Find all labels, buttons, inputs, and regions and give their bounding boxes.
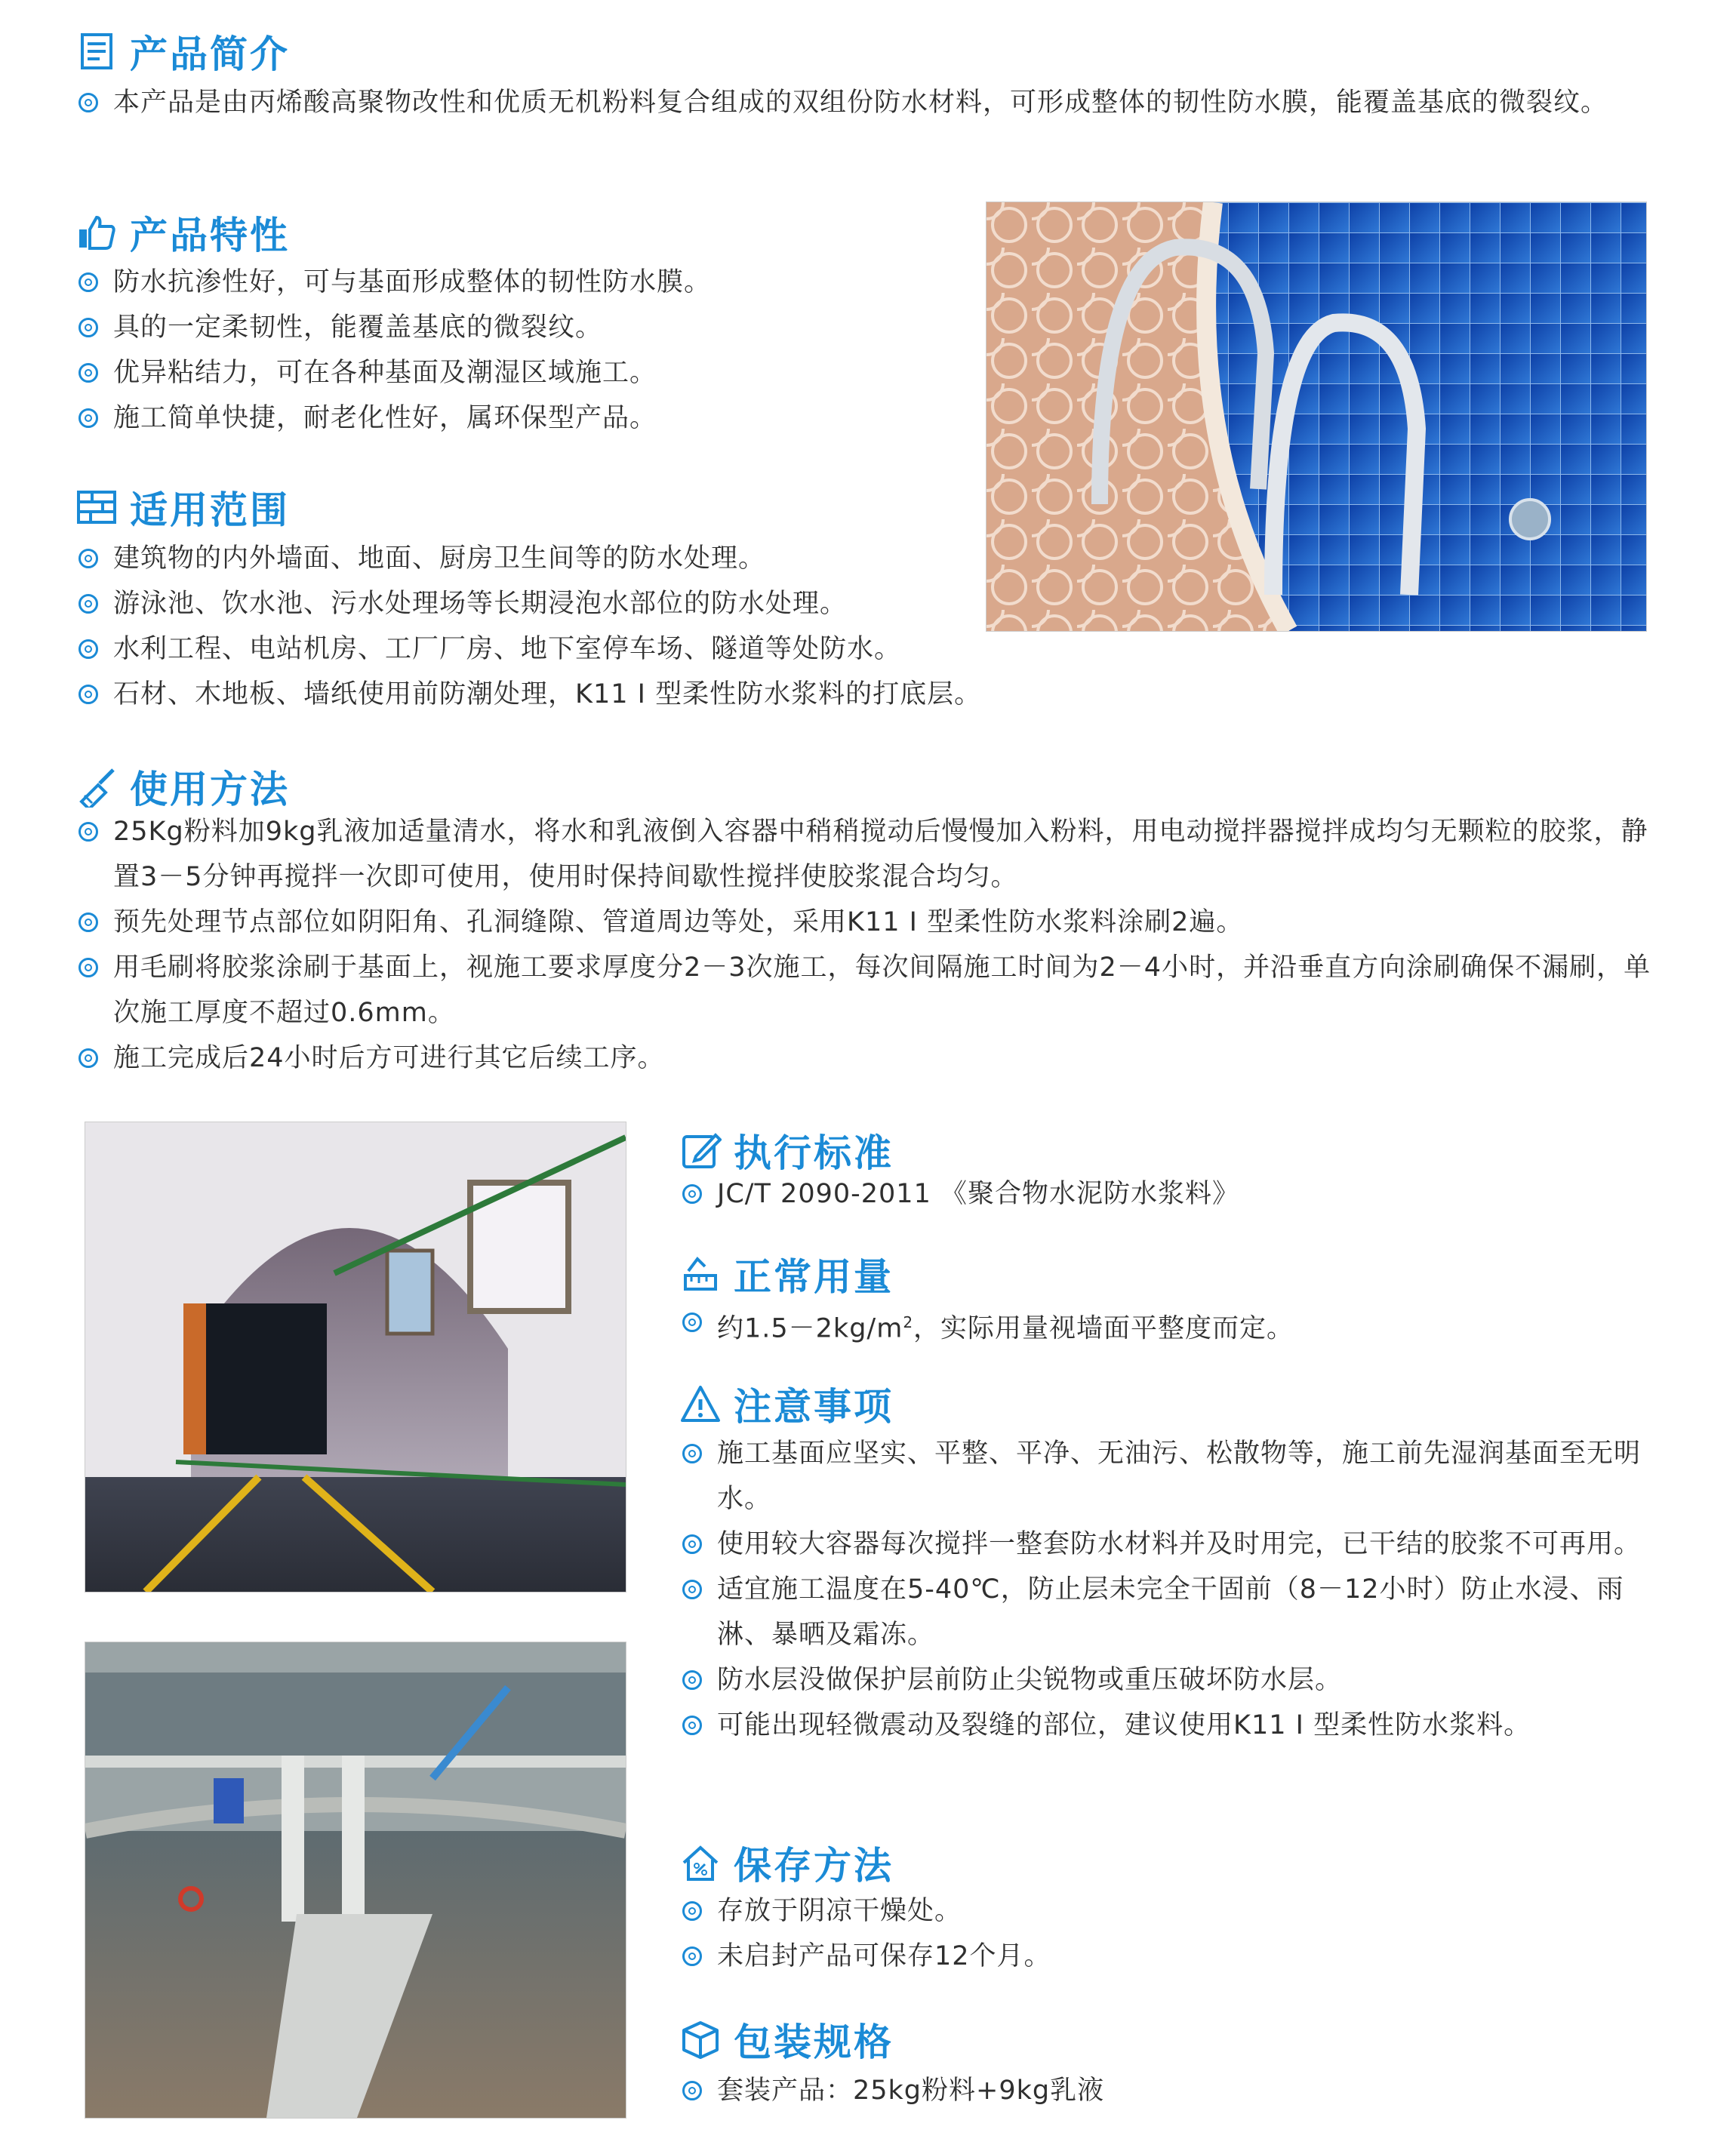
list-item: 未启封产品可保存12个月。: [682, 1934, 1656, 1979]
list-item: JC/T 2090-2011 《聚合物水泥防水浆料》: [682, 1171, 1656, 1217]
notes-list: [682, 1431, 1648, 1748]
list-item: 套装产品：25kg粉料+9kg乳液: [682, 2068, 1656, 2113]
list-item: 施工完成后24小时后方可进行其它后续工序。: [78, 1036, 1656, 1081]
edit-icon: [679, 1129, 722, 1171]
list-item: 25Kg粉料加9kg乳液加适量清水，将水和乳液倒入容器中稍稍搅动后慢慢加入粉料，用电动搅拌器搅拌成均匀无颗粒的胶浆，静置3－5分钟再搅拌一次即可使用，使用时保持间歇性搅拌使胶浆混合均匀。: [78, 809, 1656, 900]
circle-bullet-icon: [78, 685, 98, 704]
circle-bullet-icon: [682, 1716, 702, 1735]
list-item: 防水层没做保护层前防止尖锐物或重压破坏防水层。: [682, 1657, 1648, 1703]
circle-bullet-icon: [78, 958, 98, 977]
list-item: 石材、木地板、墙纸使用前防潮处理，K11 Ⅰ 型柔性防水浆料的打底层。: [78, 672, 1060, 717]
circle-bullet-icon: [78, 408, 98, 428]
storage-title-text: 保存方法: [734, 1844, 894, 1888]
circle-bullet-icon: [682, 1184, 702, 1204]
packaging-title-text: 包装规格: [734, 2020, 894, 2064]
standard-list: [682, 1171, 1656, 1217]
standard-title-text: 执行标准: [734, 1131, 894, 1175]
circle-bullet-icon: [682, 1580, 702, 1599]
box-icon: [679, 2018, 722, 2060]
scope-list: [78, 536, 1060, 717]
dosage-title: [679, 1247, 894, 1301]
circle-bullet-icon: [78, 93, 98, 112]
intro-list: [78, 80, 1656, 125]
list-item: 优异粘结力，可在各种基面及潮湿区域施工。: [78, 350, 969, 395]
circle-bullet-icon: [78, 594, 98, 614]
packaging-title: [679, 2012, 894, 2066]
circle-bullet-icon: [682, 1901, 702, 1921]
document-icon: [75, 30, 118, 72]
features-title: [75, 205, 290, 260]
circle-bullet-icon: [78, 822, 98, 842]
circle-bullet-icon: [78, 912, 98, 932]
circle-bullet-icon: [78, 363, 98, 383]
circle-bullet-icon: [78, 318, 98, 337]
circle-bullet-icon: [78, 639, 98, 659]
dosage-list: [682, 1300, 1656, 1352]
thumbs-up-icon: [75, 211, 118, 254]
circle-bullet-icon: [682, 2081, 702, 2100]
list-item: 防水抗渗性好，可与基面形成整体的韧性防水膜。: [78, 260, 969, 305]
circle-bullet-icon: [682, 1946, 702, 1966]
list-item: 施工简单快捷，耐老化性好，属环保型产品。: [78, 395, 969, 441]
superscript: 2: [903, 1313, 914, 1331]
features-title-text: 产品特性: [130, 214, 290, 257]
usage-title: [75, 759, 290, 814]
storage-list: [682, 1888, 1656, 1979]
pool-ladder-photo: [986, 202, 1647, 632]
notes-title-text: 注意事项: [734, 1385, 894, 1429]
list-item: 存放于阴凉干燥处。: [682, 1888, 1656, 1934]
list-item: 具的一定柔韧性，能覆盖基底的微裂纹。: [78, 305, 969, 350]
list-item: 施工基面应坚实、平整、平净、无油污、松散物等，施工前先湿润基面至无明水。: [682, 1431, 1648, 1522]
circle-bullet-icon: [78, 272, 98, 292]
circle-bullet-icon: [682, 1312, 702, 1332]
circle-bullet-icon: [682, 1444, 702, 1463]
list-item: 约$1.5-2kg/m^2$，实际用量视墙面平整度而定。: [682, 1300, 1656, 1352]
circle-bullet-icon: [78, 1048, 98, 1068]
features-list: [78, 260, 969, 441]
intro-title: [75, 24, 290, 78]
list-item: 用毛刷将胶浆涂刷于基面上，视施工要求厚度分2－3次施工，每次间隔施工时间为2－4小时，并沿垂直方向涂刷确保不漏刷，单次施工厚度不超过0.6mm。: [78, 945, 1656, 1036]
measure-icon: [679, 1253, 722, 1295]
circle-bullet-icon: [682, 1534, 702, 1554]
water-treatment-photo: [85, 1642, 626, 2119]
list-item: 使用较大容器每次搅拌一整套防水材料并及时用完，已干结的胶浆不可再用。: [682, 1522, 1648, 1567]
brick-wall-icon: [75, 486, 118, 528]
trowel-icon: [75, 765, 118, 808]
list-item: 游泳池、饮水池、污水处理场等长期浸泡水部位的防水处理。: [78, 581, 1060, 626]
scope-title-text: 适用范围: [130, 488, 290, 532]
circle-bullet-icon: [682, 1670, 702, 1690]
standard-title: [679, 1123, 894, 1177]
scope-title: [75, 480, 290, 534]
usage-list: [78, 809, 1656, 1081]
list-item: 水利工程、电站机房、工厂厂房、地下室停车场、隧道等处防水。: [78, 626, 1060, 672]
warning-icon: [679, 1383, 722, 1425]
packaging-list: [682, 2068, 1656, 2113]
tunnel-photo: [85, 1122, 626, 1593]
list-item: 可能出现轻微震动及裂缝的部位，建议使用K11 Ⅰ 型柔性防水浆料。: [682, 1703, 1648, 1748]
list-item: 预先处理节点部位如阴阳角、孔洞缝隙、管道周边等处，采用K11 Ⅰ 型柔性防水浆料涂刷2遍。: [78, 900, 1656, 945]
house-percent-icon: [679, 1842, 722, 1884]
list-item: 适宜施工温度在5-40℃，防止层未完全干固前（8－12小时）防止水浸、雨淋、暴晒及霜冻。: [682, 1567, 1648, 1657]
circle-bullet-icon: [78, 549, 98, 568]
storage-title: [679, 1836, 894, 1890]
list-item: 本产品是由丙烯酸高聚物改性和优质无机粉料复合组成的双组份防水材料，可形成整体的韧性防水膜，能覆盖基底的微裂纹。: [78, 80, 1656, 125]
usage-title-text: 使用方法: [130, 768, 290, 811]
intro-title-text: 产品简介: [130, 32, 290, 76]
dosage-title-text: 正常用量: [734, 1255, 894, 1299]
notes-title: [679, 1377, 894, 1431]
list-item: 建筑物的内外墙面、地面、厨房卫生间等的防水处理。: [78, 536, 1060, 581]
